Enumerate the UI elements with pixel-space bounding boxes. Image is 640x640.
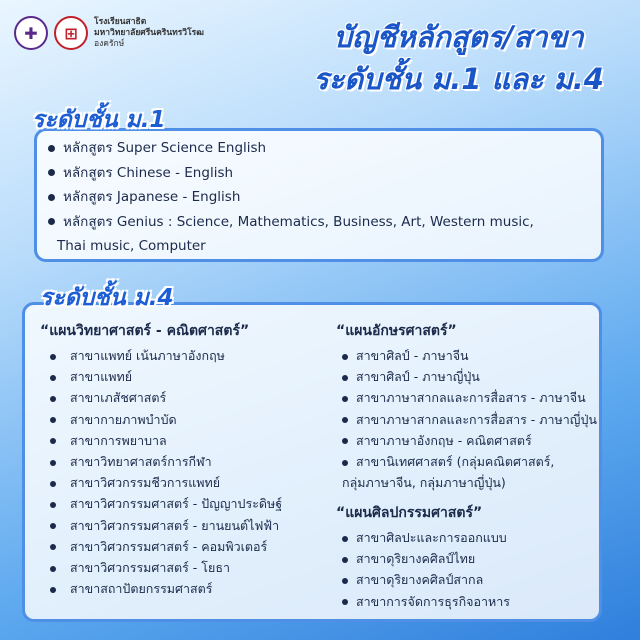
list-item: สาขาดุริยางคศิลป์สากล	[336, 569, 510, 590]
list-item: สาขาวิทยาศาสตร์การกีฬา	[40, 451, 282, 472]
list-item: หลักสูตร Chinese - English	[48, 161, 534, 186]
list-item: หลักสูตร Super Science English	[48, 136, 534, 161]
bullet-icon	[48, 194, 55, 201]
school-crest-icon: ✚	[14, 16, 48, 50]
title-line-1: บัญชีหลักสูตร/สาขา	[333, 20, 584, 54]
list-item: สาขาศิลปะและการออกแบบ	[336, 527, 510, 548]
list-item: สาขาดุริยางคศิลป์ไทย	[336, 548, 510, 569]
arts-column	[336, 502, 510, 612]
language-title: “แผนอักษรศาสตร์”	[336, 323, 457, 339]
bullet-icon	[342, 460, 348, 466]
list-item: สาขาแพทย์	[40, 366, 282, 387]
university-seal-icon: ⊞	[54, 16, 88, 50]
bullet-icon	[50, 566, 56, 572]
school-name-block	[94, 17, 204, 50]
list-item: สาขาเภสัชศาสตร์	[40, 387, 282, 408]
m1-heading: ระดับชั้น ม.1	[32, 107, 166, 133]
bullet-icon	[50, 481, 56, 487]
sci-math-list	[40, 345, 282, 599]
bullet-icon	[342, 599, 348, 605]
list-item: สาขากายภาพบำบัด	[40, 409, 282, 430]
list-item: หลักสูตร Genius : Science, Mathematics, Business, Art, Western music,	[48, 210, 534, 235]
university-name: มหาวิทยาลัยศรีนครินทรวิโรฒ	[94, 27, 204, 38]
list-item: สาขาการพยาบาล	[40, 430, 282, 451]
bullet-icon	[342, 438, 348, 444]
list-item: สาขานิเทศศาสตร์ (กลุ่มคณิตศาสตร์,	[336, 451, 597, 472]
list-item: สาขาวิศวกรรมศาสตร์ - ยานยนต์ไฟฟ้า	[40, 515, 282, 536]
list-item: สาขาภาษาสากลและการสื่อสาร - ภาษาญี่ปุ่น	[336, 409, 597, 430]
list-item: สาขาแพทย์ เน้นภาษาอังกฤษ	[40, 345, 282, 366]
title-line-2: ระดับชั้น ม.1 และ ม.4	[313, 62, 604, 96]
bullet-icon	[50, 460, 56, 466]
bullet-icon	[48, 218, 55, 225]
arts-title: “แผนศิลปกรรมศาสตร์”	[336, 505, 483, 521]
bullet-icon	[48, 169, 55, 176]
bullet-icon	[50, 544, 56, 550]
list-item: สาขาวิศวกรรมศาสตร์ - คอมพิวเตอร์	[40, 536, 282, 557]
list-item: สาขาวิศวกรรมชีวการแพทย์	[40, 472, 282, 493]
list-item: สาขาภาษาสากลและการสื่อสาร - ภาษาจีน	[336, 387, 597, 408]
bullet-icon	[50, 375, 56, 381]
campus-name: องครักษ์	[94, 38, 125, 49]
list-item-continuation: กลุ่มภาษาจีน, กลุ่มภาษาญี่ปุ่น)	[342, 475, 506, 491]
bullet-icon	[342, 375, 348, 381]
sci-math-title: “แผนวิทยาศาสตร์ - คณิตศาสตร์”	[40, 323, 250, 339]
list-item: สาขาวิศวกรรมศาสตร์ - โยธา	[40, 557, 282, 578]
bullet-icon	[50, 502, 56, 508]
bullet-icon	[50, 438, 56, 444]
bullet-icon	[50, 417, 56, 423]
bullet-icon	[50, 354, 56, 360]
bullet-icon	[342, 578, 348, 584]
bullet-icon	[50, 587, 56, 593]
header-logos	[14, 16, 204, 50]
bullet-icon	[342, 417, 348, 423]
language-list	[336, 345, 597, 493]
list-item: สาขาศิลป์ - ภาษาญี่ปุ่น	[336, 366, 597, 387]
list-item: สาขาภาษาอังกฤษ - คณิตศาสตร์	[336, 430, 597, 451]
bullet-icon	[342, 354, 348, 360]
bullet-icon	[48, 145, 55, 152]
bullet-icon	[342, 396, 348, 402]
school-name: โรงเรียนสาธิต	[94, 16, 147, 27]
list-item: สาขาการจัดการธุรกิจอาหาร	[336, 591, 510, 612]
list-item: สาขาสถาปัตยกรรมศาสตร์	[40, 578, 282, 599]
bullet-icon	[342, 557, 348, 563]
list-item-continuation: Thai music, Computer	[57, 238, 206, 254]
list-item: สาขาศิลป์ - ภาษาจีน	[336, 345, 597, 366]
list-item: สาขาวิศวกรรมศาสตร์ - ปัญญาประดิษฐ์	[40, 493, 282, 514]
m4-heading: ระดับชั้น ม.4	[40, 285, 174, 311]
sci-math-column	[40, 320, 282, 599]
bullet-icon	[50, 523, 56, 529]
page-title	[313, 16, 604, 100]
arts-list	[336, 527, 510, 612]
language-column	[336, 320, 597, 493]
bullet-icon	[342, 536, 348, 542]
list-item: หลักสูตร Japanese - English	[48, 185, 534, 210]
m1-program-list	[48, 136, 534, 259]
bullet-icon	[50, 396, 56, 402]
